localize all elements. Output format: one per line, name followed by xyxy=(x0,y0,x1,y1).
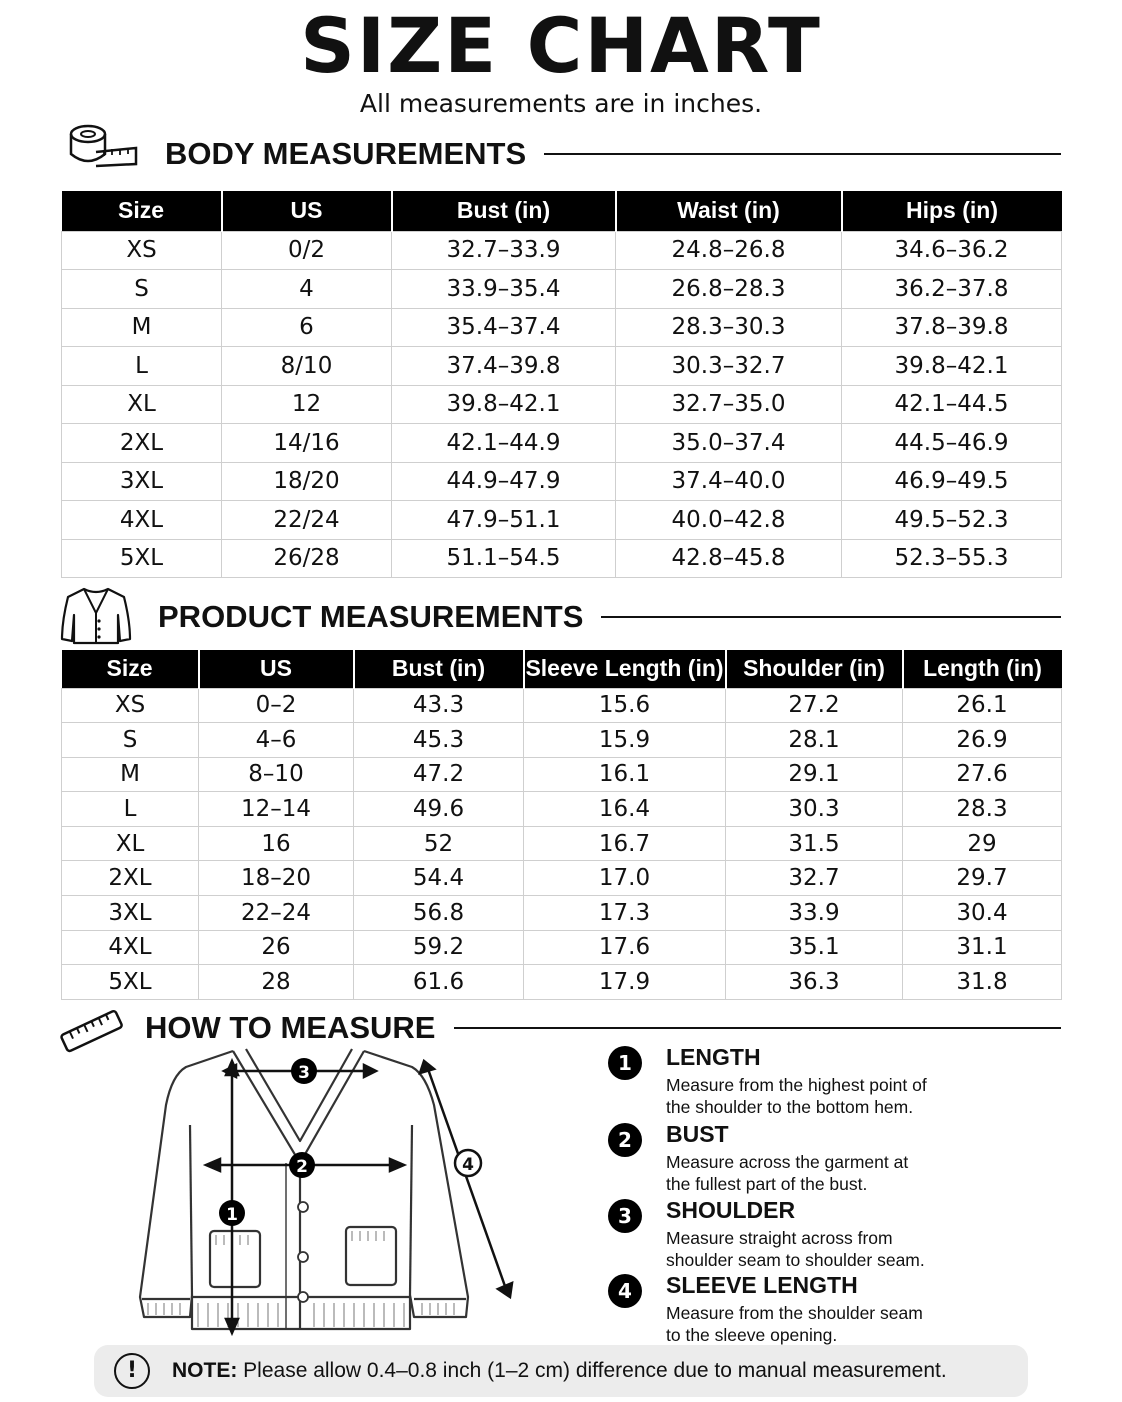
column-header: Hips (in) xyxy=(842,191,1062,231)
table-cell: L xyxy=(62,792,199,827)
column-header: Size xyxy=(62,191,222,231)
table-cell: 47.9–51.1 xyxy=(392,501,616,540)
table-cell: 44.5–46.9 xyxy=(842,424,1062,463)
table-cell: M xyxy=(62,308,222,347)
note-text xyxy=(172,1359,947,1383)
table-cell: 24.8–26.8 xyxy=(616,231,842,270)
table-cell: 12–14 xyxy=(199,792,354,827)
table-cell: S xyxy=(62,270,222,309)
table-cell: 37.8–39.8 xyxy=(842,308,1062,347)
column-header: Bust (in) xyxy=(354,650,524,688)
table-cell: 5XL xyxy=(62,965,199,1000)
table-cell: 42.1–44.5 xyxy=(842,385,1062,424)
table-cell: 35.1 xyxy=(726,930,903,965)
table-row xyxy=(62,270,1062,309)
table-cell: 26/28 xyxy=(222,539,392,578)
table-cell: 17.6 xyxy=(524,930,726,965)
table-cell: 28 xyxy=(199,965,354,1000)
product-measurements-heading: PRODUCT MEASUREMENTS xyxy=(158,599,584,634)
svg-text:4: 4 xyxy=(462,1155,474,1175)
table-cell: 17.9 xyxy=(524,965,726,1000)
svg-text:3: 3 xyxy=(298,1063,310,1083)
table-cell: 42.1–44.9 xyxy=(392,424,616,463)
table-cell: 61.6 xyxy=(354,965,524,1000)
table-row xyxy=(62,723,1062,758)
table-cell: 42.8–45.8 xyxy=(616,539,842,578)
column-header: Shoulder (in) xyxy=(726,650,903,688)
table-cell: 4 xyxy=(222,270,392,309)
table-row xyxy=(62,826,1062,861)
table-cell: 3XL xyxy=(62,896,199,931)
table-cell: 8/10 xyxy=(222,347,392,386)
table-cell: S xyxy=(62,723,199,758)
table-cell: 46.9–49.5 xyxy=(842,462,1062,501)
table-cell: 32.7–35.0 xyxy=(616,385,842,424)
body-measurements-table xyxy=(61,191,1062,578)
diagram-marker-2 xyxy=(289,1152,315,1178)
table-cell: 36.2–37.8 xyxy=(842,270,1062,309)
table-cell: 17.3 xyxy=(524,896,726,931)
column-header: Size xyxy=(62,650,199,688)
table-cell: 26 xyxy=(199,930,354,965)
table-row xyxy=(62,424,1062,463)
page-subtitle: All measurements are in inches. xyxy=(359,89,763,118)
table-row xyxy=(62,757,1062,792)
table-row xyxy=(62,462,1062,501)
table-cell: 15.9 xyxy=(524,723,726,758)
table-cell: M xyxy=(62,757,199,792)
note-body: Please allow 0.4–0.8 inch (1–2 cm) difference due to manual measurement. xyxy=(237,1359,947,1382)
diagram-marker-3 xyxy=(291,1058,317,1084)
table-cell: 28.1 xyxy=(726,723,903,758)
table-row xyxy=(62,896,1062,931)
table-cell: 26.9 xyxy=(903,723,1062,758)
table-cell: 33.9–35.4 xyxy=(392,270,616,309)
table-cell: 26.1 xyxy=(903,688,1062,723)
svg-text:2: 2 xyxy=(296,1157,308,1177)
table-cell: 18/20 xyxy=(222,462,392,501)
table-cell: 31.8 xyxy=(903,965,1062,1000)
table-cell: 59.2 xyxy=(354,930,524,965)
column-header: Sleeve Length (in) xyxy=(524,650,726,688)
tape-measure-icon xyxy=(66,122,140,172)
body-measurements-heading: BODY MEASUREMENTS xyxy=(165,136,527,171)
table-cell: 52 xyxy=(354,826,524,861)
measure-description: Measure straight across from shoulder seam to shoulder seam. xyxy=(666,1228,925,1270)
table-cell: 45.3 xyxy=(354,723,524,758)
how-to-measure-heading: HOW TO MEASURE xyxy=(145,1010,436,1045)
table-row xyxy=(62,930,1062,965)
table-cell: 16 xyxy=(199,826,354,861)
ruler-icon xyxy=(58,1006,126,1058)
table-cell: 44.9–47.9 xyxy=(392,462,616,501)
table-cell: 0/2 xyxy=(222,231,392,270)
measure-description: Measure across the garment at the fullest part of the bust. xyxy=(666,1152,909,1194)
product-measurements-table xyxy=(61,650,1062,1000)
table-cell: 35.4–37.4 xyxy=(392,308,616,347)
measure-title: SLEEVE LENGTH xyxy=(666,1272,858,1298)
table-row xyxy=(62,792,1062,827)
table-cell: 32.7 xyxy=(726,861,903,896)
cardigan-icon xyxy=(58,585,134,647)
table-cell: 30.3 xyxy=(726,792,903,827)
measure-title: BUST xyxy=(666,1121,729,1147)
table-cell: 34.6–36.2 xyxy=(842,231,1062,270)
table-cell: 4XL xyxy=(62,930,199,965)
table-cell: 16.7 xyxy=(524,826,726,861)
number-badge: 2 xyxy=(608,1123,642,1157)
how-to-measure-header xyxy=(145,1010,1061,1046)
table-cell: 16.4 xyxy=(524,792,726,827)
table-cell: 52.3–55.3 xyxy=(842,539,1062,578)
table-header-row xyxy=(62,191,1062,231)
table-cell: 26.8–28.3 xyxy=(616,270,842,309)
table-cell: 39.8–42.1 xyxy=(842,347,1062,386)
table-cell: 49.6 xyxy=(354,792,524,827)
table-cell: 35.0–37.4 xyxy=(616,424,842,463)
table-row xyxy=(62,861,1062,896)
measure-title: SHOULDER xyxy=(666,1197,796,1223)
diagram-marker-4 xyxy=(455,1150,481,1176)
table-cell: 30.3–32.7 xyxy=(616,347,842,386)
column-header: US xyxy=(222,191,392,231)
table-cell: 39.8–42.1 xyxy=(392,385,616,424)
table-cell: 4–6 xyxy=(199,723,354,758)
column-header: Bust (in) xyxy=(392,191,616,231)
table-cell: 28.3 xyxy=(903,792,1062,827)
table-cell: 49.5–52.3 xyxy=(842,501,1062,540)
exclamation-circle-icon: ! xyxy=(114,1353,150,1389)
table-cell: 51.1–54.5 xyxy=(392,539,616,578)
table-cell: 43.3 xyxy=(354,688,524,723)
table-cell: 29 xyxy=(903,826,1062,861)
table-row xyxy=(62,501,1062,540)
table-cell: XS xyxy=(62,231,222,270)
table-cell: 29.7 xyxy=(903,861,1062,896)
table-row xyxy=(62,308,1062,347)
table-row xyxy=(62,539,1062,578)
table-cell: 18–20 xyxy=(199,861,354,896)
table-cell: 16.1 xyxy=(524,757,726,792)
svg-text:1: 1 xyxy=(226,1205,238,1225)
table-cell: 33.9 xyxy=(726,896,903,931)
table-header-row xyxy=(62,650,1062,688)
number-badge: 3 xyxy=(608,1199,642,1233)
cardigan-diagram-svg xyxy=(128,1045,528,1337)
table-cell: 31.1 xyxy=(903,930,1062,965)
table-row xyxy=(62,231,1062,270)
column-header: US xyxy=(199,650,354,688)
table-cell: 29.1 xyxy=(726,757,903,792)
page-title: SIZE CHART xyxy=(300,1,822,90)
table-row xyxy=(62,385,1062,424)
table-cell: 37.4–40.0 xyxy=(616,462,842,501)
table-cell: 8–10 xyxy=(199,757,354,792)
table-cell: 6 xyxy=(222,308,392,347)
table-cell: 30.4 xyxy=(903,896,1062,931)
section-divider xyxy=(544,153,1061,155)
body-measurements-header xyxy=(165,136,1061,172)
diagram-marker-1 xyxy=(219,1200,245,1226)
table-cell: 27.6 xyxy=(903,757,1062,792)
table-cell: 22–24 xyxy=(199,896,354,931)
section-divider xyxy=(601,616,1061,618)
table-row xyxy=(62,347,1062,386)
table-cell: XL xyxy=(62,826,199,861)
table-cell: 36.3 xyxy=(726,965,903,1000)
table-cell: 32.7–33.9 xyxy=(392,231,616,270)
product-measurements-header xyxy=(158,599,1061,635)
note-banner xyxy=(94,1345,1028,1397)
column-header: Waist (in) xyxy=(616,191,842,231)
measure-description: Measure from the highest point of the shoulder to the bottom hem. xyxy=(666,1075,927,1117)
table-cell: 37.4–39.8 xyxy=(392,347,616,386)
table-cell: 47.2 xyxy=(354,757,524,792)
column-header: Length (in) xyxy=(903,650,1062,688)
measure-description: Measure from the shoulder seam to the sleeve opening. xyxy=(666,1303,923,1345)
table-cell: 12 xyxy=(222,385,392,424)
table-cell: 17.0 xyxy=(524,861,726,896)
table-cell: 14/16 xyxy=(222,424,392,463)
number-badge: 4 xyxy=(608,1274,642,1308)
table-cell: 4XL xyxy=(62,501,222,540)
table-cell: 2XL xyxy=(62,424,222,463)
table-cell: 0–2 xyxy=(199,688,354,723)
measure-title: LENGTH xyxy=(666,1044,761,1070)
table-cell: 54.4 xyxy=(354,861,524,896)
table-cell: 5XL xyxy=(62,539,222,578)
table-cell: 31.5 xyxy=(726,826,903,861)
table-row xyxy=(62,688,1062,723)
number-badge: 1 xyxy=(608,1046,642,1080)
table-cell: XL xyxy=(62,385,222,424)
table-cell: 22/24 xyxy=(222,501,392,540)
table-cell: 56.8 xyxy=(354,896,524,931)
table-cell: XS xyxy=(62,688,199,723)
table-cell: 28.3–30.3 xyxy=(616,308,842,347)
table-cell: 27.2 xyxy=(726,688,903,723)
table-row xyxy=(62,965,1062,1000)
table-cell: 40.0–42.8 xyxy=(616,501,842,540)
table-cell: 2XL xyxy=(62,861,199,896)
table-cell: 15.6 xyxy=(524,688,726,723)
section-divider xyxy=(454,1027,1062,1029)
table-cell: 3XL xyxy=(62,462,222,501)
note-label: NOTE: xyxy=(172,1359,238,1382)
table-cell: L xyxy=(62,347,222,386)
cardigan-measure-diagram xyxy=(128,1045,528,1337)
